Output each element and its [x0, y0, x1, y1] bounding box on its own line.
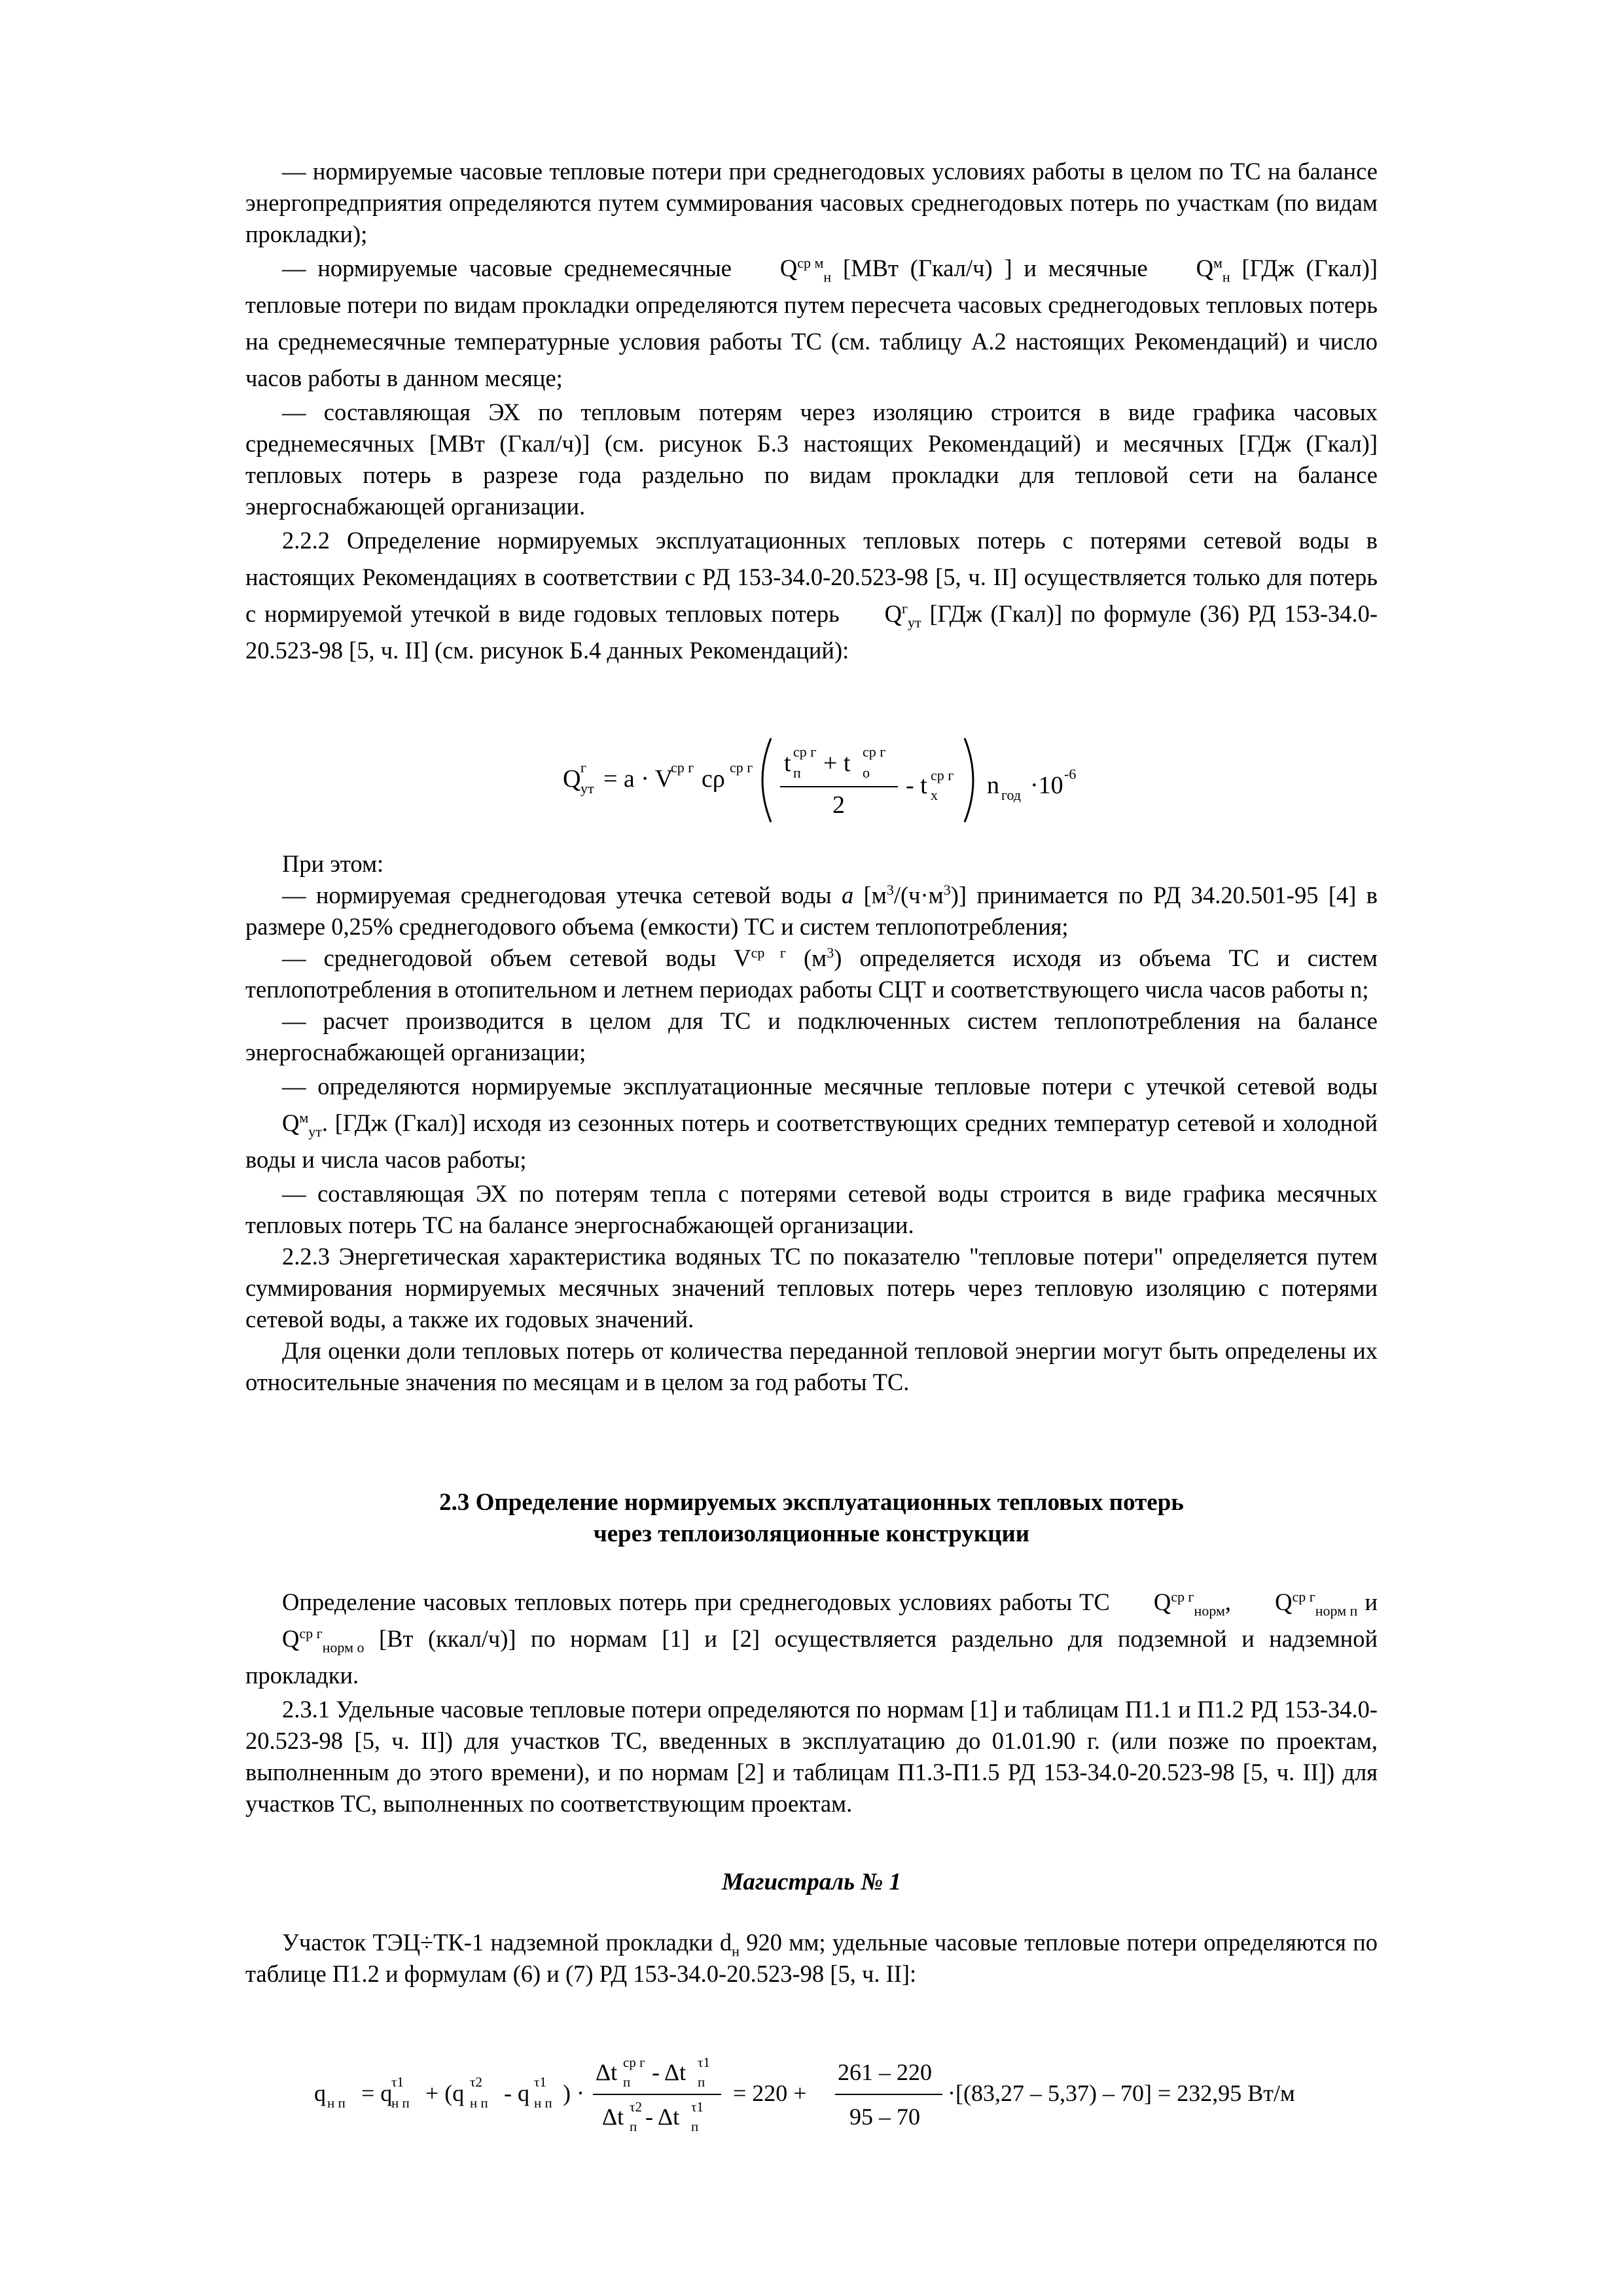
section-heading: 2.3 Определение нормируемых эксплуатационных тепловых потерь через теплоизоляционные конструкции: [439, 1489, 1184, 1547]
svg-text:ср г: ср г: [793, 744, 817, 760]
svg-text:н п: н п: [391, 2095, 410, 2111]
svg-text:п: п: [698, 2074, 705, 2090]
svg-text:·[(83,27 – 5,37) – 70] = 232,9: ·[(83,27 – 5,37) – 70] = 232,95 Вт/м: [948, 2080, 1295, 2106]
svg-text:cρ: cρ: [702, 765, 725, 793]
svg-text:= 220 +: = 220 +: [733, 2080, 807, 2106]
variable-a: a: [841, 882, 854, 908]
paragraph: — нормируемая среднегодовая утечка сетевой воды a $[м^3/(ч\cdot м^3)]$ принимается по РД 34.20.501-95 [4] в размере 0,25% среднегодового объема (емкости) ТС и систем теплопотребления;: [245, 881, 1378, 940]
svg-text:t: t: [784, 749, 791, 777]
paragraph-text: — расчет производится в целом для ТС и подключенных систем теплопотребления на балансе энергоснабжающей организации;: [245, 1007, 1378, 1066]
svg-text:Q: Q: [563, 765, 581, 793]
svg-text:ср г: ср г: [671, 759, 694, 776]
svg-text:п: п: [793, 764, 801, 781]
svg-text:τ2: τ2: [470, 2074, 482, 2090]
svg-text:Δt: Δt: [596, 2059, 618, 2085]
svg-text:τ1: τ1: [691, 2099, 704, 2115]
paragraph-text: — нормируемые часовые среднемесячные: [282, 255, 732, 281]
paragraph: [245, 397, 1378, 522]
paragraph: Определение часовых тепловых потерь при среднегодовых условиях работы ТС $Q^{ср г}_{норм}$, $Q^{ср г}_{норм п}$ и $Q^{ср г}_{норм о}$ [Вт (ккал/ч)] по нормам [1] и [2] осуществляется раздельно для подземной и надземной прокладки.: [245, 1584, 1378, 1694]
text-block-2: [245, 848, 1378, 1398]
svg-text:261 – 220: 261 – 220: [838, 2059, 932, 2085]
subheading-magistral: Магистраль № 1: [721, 1869, 902, 1895]
svg-text:ут: ут: [580, 780, 594, 797]
svg-text:год: год: [1001, 787, 1022, 803]
paragraph: [245, 1335, 1378, 1398]
svg-text:н п: н п: [327, 2095, 346, 2111]
svg-text:- Δt: - Δt: [645, 2104, 680, 2130]
paragraph-text: — составляющая ЭХ по потерям тепла с потерями сетевой воды строится в виде графика месячных тепловых потерь ТС на балансе энергоснабжающей организации.: [245, 1180, 1378, 1238]
paragraph: [245, 848, 1378, 880]
paragraph-text: 2.2.2 Определение нормируемых эксплуатационных тепловых потерь с потерями сетевой воды в настоящих Рекомендациях в соответствии с РД 153-34.0-20.523-98 [5, ч. II] осуществляется только для потерь с нормируемой утечкой в виде годовых тепловых потерь: [245, 527, 1378, 627]
text-block-1: [245, 156, 1378, 669]
paragraph-text: Для оценки доли тепловых потерь от количества переданной тепловой энергии могут быть определены их относительные значения по месяцам и в целом за год работы ТС.: [245, 1337, 1378, 1395]
svg-text:n: n: [987, 772, 999, 799]
svg-text:q: q: [314, 2080, 326, 2106]
svg-text:τ1: τ1: [534, 2074, 546, 2090]
svg-text:н п: н п: [534, 2095, 552, 2111]
svg-text:·10: ·10: [1030, 772, 1063, 799]
svg-text:2: 2: [832, 791, 845, 819]
svg-text:-6: -6: [1064, 766, 1077, 782]
paragraph-text: — составляющая ЭХ по тепловым потерям через изоляцию строится в виде графика часовых среднемесячных [МВт (Гкал/ч)] (см. рисунок Б.3 настоящих Рекомендаций) и месячных [ГДж (Гкал)] тепловых потерь в разрезе года раздельно по видам прокладки для тепловой сети на балансе энергоснабжающей организации.: [245, 399, 1378, 520]
paragraph: [245, 1241, 1378, 1335]
paragraph: [245, 1005, 1378, 1068]
paragraph-text: 2.3.1 Удельные часовые тепловые потери определяются по нормам [1] и таблицам П1.1 и П1.2 РД 153-34.0-20.523-98 [5, ч. II]) для участков ТС, введенных в эксплуатацию до 01.01.90 г. (или позже по проектам, выполненным до этого времени), и по нормам [2] и таблицам П1.3-П1.5 РД 153-34.0-20.523-98 [5, ч. II]) для участков ТС, выполненных по соответствующим проектам.: [245, 1696, 1378, 1817]
svg-text:п: п: [623, 2074, 631, 2090]
paragraph: Участок ТЭЦ÷ТК-1 надземной прокладки $d_н$ 920 мм; удельные часовые тепловые потери определяются по таблице П1.2 и формулам (6) и (7) РД 153-34.0-20.523-98 [5, ч. II]:: [245, 1929, 1378, 1987]
svg-text:τ1: τ1: [698, 2054, 710, 2070]
symbol-q-sr-g-norm-o: $Q^{ср г}_{норм о}$: [282, 1624, 365, 1656]
svg-text:г: г: [580, 759, 587, 776]
formula-specific-heat-loss: [314, 2054, 1374, 2145]
paragraph: — среднегодовой объем сетевой воды $V^{ср г}$ $(м^3)$ определяется исходя из объема ТС и систем теплопотребления в отопительном и летнем периодах работы СЦТ и соответствующего числа часов работы n;: [245, 944, 1378, 1003]
paragraph-text: [ГДж (Гкал)] по формуле (36) РД 153-34.0-20.523-98 [5, ч. II] (см. рисунок Б.4 данных Рекомендаций):: [245, 600, 1378, 664]
svg-text:ср г: ср г: [931, 767, 954, 783]
symbol-q-g-ut: $Q^г_{ут}$: [884, 600, 921, 631]
paragraph: [245, 250, 1378, 397]
svg-text:ср г: ср г: [863, 744, 886, 760]
paragraph: — определяются нормируемые эксплуатационные месячные тепловые потери с утечкой сетевой воды $Q^м_{ут}$. [ГДж (Гкал)] исходя из сезонных потерь и соответствующих средних температур сетевой и холодной воды и числа часов работы;: [245, 1073, 1378, 1173]
paragraph: [245, 156, 1378, 250]
symbol-q-m-ut: $Q^м_{ут}$: [282, 1109, 322, 1140]
paragraph: [245, 1694, 1378, 1820]
symbol-q-sr-m-n: $Q^{ср м}_н$: [779, 254, 832, 285]
text-block-4: [245, 1927, 1378, 1990]
paragraph-text: [ГДж (Гкал)] тепловые потери по видам прокладки определяются путем пересчета часовых среднегодовых тепловых потерь на среднемесячные температурные условия работы ТС (см. таблицу А.2 настоящих Рекомендаций) и число часов работы в данном месяце;: [245, 255, 1378, 391]
symbol-q-sr-g-norm-p: $Q^{ср г}_{норм п}$: [1275, 1588, 1358, 1619]
svg-text:+ (q: + (q: [425, 2080, 465, 2106]
svg-text:п: п: [691, 2119, 699, 2134]
paragraph-text: — нормируемые часовые тепловые потери при среднегодовых условиях работы в целом по ТС на балансе энергопредприятия определяются путем суммирования часовых среднегодовых потерь по участкам (по видам прокладки);: [245, 158, 1378, 247]
paragraph: [245, 522, 1378, 669]
formula-svg: [563, 725, 1152, 830]
svg-text:- t: - t: [906, 772, 927, 799]
svg-text:ср г: ср г: [623, 2054, 645, 2070]
formula-annual-leak-losses: [563, 725, 1152, 830]
svg-text:н п: н п: [470, 2095, 488, 2111]
svg-text:95 – 70: 95 – 70: [849, 2104, 920, 2130]
svg-text:ср г: ср г: [730, 759, 753, 776]
svg-text:τ1: τ1: [391, 2074, 404, 2090]
svg-text:Δt: Δt: [602, 2104, 624, 2130]
svg-text:- Δt: - Δt: [652, 2059, 687, 2085]
svg-text:τ2: τ2: [630, 2099, 642, 2115]
svg-text:= q: = q: [361, 2080, 393, 2106]
svg-text:= a · V: = a · V: [603, 765, 673, 793]
svg-text:х: х: [931, 787, 938, 803]
svg-text:) ·: ) ·: [563, 2080, 584, 2106]
svg-text:+ t: + t: [823, 749, 851, 777]
paragraph-text: [МВт (Гкал/ч) ] и месячные: [843, 255, 1148, 281]
paragraph-text: 2.2.3 Энергетическая характеристика водяных ТС по показателю "тепловые потери" определяется путем суммирования нормируемых месячных значений тепловых потерь через тепловую изоляцию с потерями сетевой воды, а также их годовых значений.: [245, 1243, 1378, 1333]
formula-svg: [314, 2054, 1374, 2145]
svg-text:о: о: [863, 764, 870, 781]
symbol-q-m-n: $Q^м_н$: [1196, 254, 1230, 285]
paragraph: [245, 1178, 1378, 1241]
svg-text:- q: - q: [504, 2080, 529, 2106]
svg-text:п: п: [630, 2119, 637, 2134]
symbol-q-sr-g-norm: $Q^{ср г}_{норм}$: [1153, 1588, 1225, 1619]
text-block-3: [245, 1584, 1378, 1820]
paragraph-text: При этом:: [282, 850, 384, 877]
